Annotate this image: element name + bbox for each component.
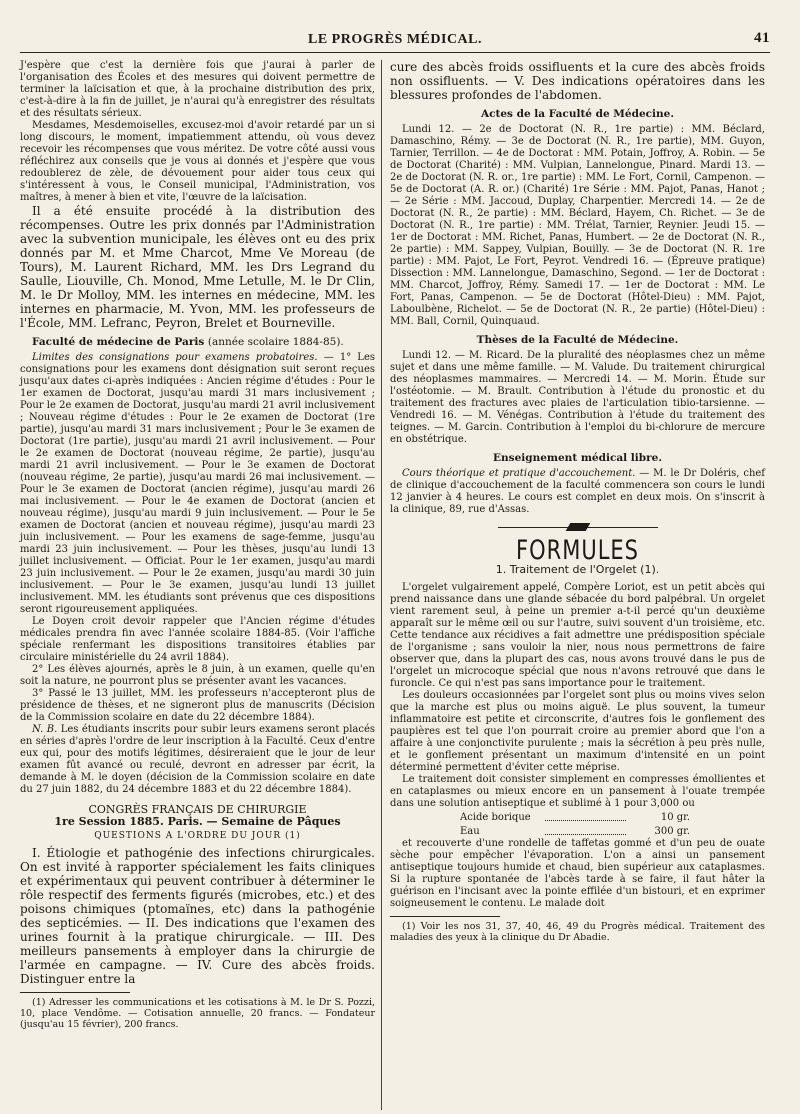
recipe-line (460, 812, 690, 824)
footnote: (1) Voir les nos 31, 37, 40, 46, 49 du Progrès médical. Traitement des maladies des yeux à la clinique du Dr Abadie. (390, 921, 765, 943)
running-header (20, 30, 770, 53)
recipe-leader (545, 812, 626, 821)
theses-heading: Thèses de la Faculté de Médecine. (476, 334, 679, 346)
footnote-rule (20, 992, 130, 993)
faculte-year: (année scolaire 1884-85). (207, 336, 344, 348)
enseignement-text: — M. le Dr Doléris, chef de clinique d'accouchement de la faculté commencera son cours le lundi 12 janvier à 4 heures. Le cours est complet en deux mois. On s'inscrit à la clinique, 89, rue d'Assas. (390, 468, 765, 515)
footnote-rule (390, 916, 500, 917)
paragraph: cure des abcès froids ossifluents et la cure des abcès froids non ossifluents. — V. Des indications opératoires dans les blessures profondes de l'abdomen. (390, 60, 765, 102)
formules-subtitle: 1. Traitement de l'Orgelet (1). (495, 563, 660, 576)
paragraph: Le traitement doit consister simplement en compresses émollientes et en cataplasmes ou mieux encore en un pansement à l'ouate trempée dans une solution antiseptique et sublimé à 1 pour 3,000 ou (390, 774, 765, 809)
paragraph: et recouverte d'une rondelle de taffetas gommé et d'un peu de ouate sèche pour empêcher l'évaporation. L'on a ainsi un pansement antiseptique toujours humide et chaud, bien supérieur aux cataplasmes. Si la rupture spontanée de l'abcès tarde à se faire, il faut hâter la guérison en l'incisant avec la pointe effilée d'un bistouri, et en exprimer soigneusement le contenu. Le malade doit (390, 838, 765, 909)
formules-title: FORMULES (516, 535, 639, 565)
recipe-name: Acide borique (460, 812, 531, 823)
enseignement-heading: Enseignement médical libre. (493, 452, 662, 464)
paragraph: 3° Passé le 13 juillet, MM. les professeurs n'accepteront plus de présidence de thèses, et ne signeront plus de manuscrits (Décision de la Commission scolaire en date du 22 décembre 1884). (20, 688, 375, 723)
recipe-leader (545, 826, 626, 835)
ornament-divider (498, 522, 658, 532)
paragraph: Le Doyen croit devoir rappeler que l'Ancien régime d'études médicales prendra fin avec l'année scolaire 1884-85. (Voir l'affiche spéciale renfermant les dispositions transitoires établies par circulaire ministérielle du 24 avril 1884). (20, 616, 375, 663)
journal-title: LE PROGRÈS MÉDICAL. (307, 32, 483, 47)
faculte-heading: Faculté de médecine de Paris (32, 336, 205, 348)
enseignement-label: Cours théorique et pratique d'accouchement. (402, 468, 636, 479)
paragraph: — 1° Les consignations pour les examens dont désignation suit seront reçues jusqu'aux dates ci-après indiquées : Ancien régime d'études : Pour le 1er examen de Doctorat, jusqu'au mardi 31 mars inclusivement ; Pour le 2e examen de Doctorat, jusqu'au mardi 21 avril inclusivement ; Nouveau régime d'études : Pour le 2e examen de Doctorat (1re partie), jusqu'au mardi 31 mars inclusivement ; Pour le 3e examen de Doctorat (1re partie), jusqu'au mardi 21 avril inclusivement. — Pour le 2e examen de Doctorat (nouveau régime, 2e partie), jusqu'au mardi 21 avril inclusivement. — Pour le 3e examen de Doctorat (nouveau régime, 2e partie), jusqu'au mardi 26 mai inclusivement. — Pour le 3e examen de Doctorat (ancien régime), jusqu'au mardi 26 mai inclusivement. — Pour le 4e examen de Doctorat (ancien et nouveau régime), jusqu'au mardi 9 juin inclusivement. — Pour le 5e examen de Doctorat (ancien et nouveau régime), jusqu'au mardi 23 juin inclusivement. — Pour les examens de sage-femme, jusqu'au mardi 23 juin inclusivement. — Pour les thèses, jusqu'au lundi 13 juillet inclusivement. — Officiat. Pour le 1er examen, jusqu'au mardi 23 juin inclusivement. — Pour le 2e examen, jusqu'au mardi 30 juin inclusivement. — Pour le 3e examen, jusqu'au lundi 13 juillet inclusivement. MM. les étudiants sont prévenus que ces dispositions seront rigoureusement appliquées. (20, 352, 376, 615)
paragraph: 2° Les élèves ajournés, après le 8 juin, à un examen, quelle qu'en soit la nature, ne pourront plus se présenter avant les vacances. (20, 664, 375, 687)
recipe-qty: 10 gr. (660, 812, 690, 823)
paragraph: Les douleurs occasionnées par l'orgelet sont plus ou moins vives selon que la marche est plus ou moins aiguë. Le plus souvent, la tumeur inflammatoire est petite et circonscrite, d'autres fois le gonflement des paupières est tel que l'on pourrait croire au premier abord que l'on a affaire à une conjonctivite purulente ; mais la sécrétion à peu près nulle, et le gonflement présentant un maximum d'intensité en un point déterminé permettent d'éviter cette méprise. (390, 690, 765, 773)
column-divider (381, 60, 382, 1110)
footnote: (1) Adresser les communications et les cotisations à M. le Dr S. Pozzi, 10, place Vendôme. — Cotisation annuelle, 20 francs. — Fondateur (jusqu'au 15 février), 200 francs. (20, 997, 375, 1030)
left-column (20, 60, 375, 1030)
recipe-qty: 300 gr. (654, 826, 690, 837)
paragraph: J'espère que c'est la dernière fois que j'aurai à parler de l'organisation des Écoles et des mesures qui doivent permettre de terminer la laïcisation et que, à la prochaine distribution des prix, c'est-à-dire à la fin de juillet, je n'aurai qu'à enregistrer des résultats et des résultats sérieux. (20, 60, 375, 119)
theses-text: Lundi 12. — M. Ricard. De la pluralité des néoplasmes chez un même sujet et dans une même famille. — M. Valude. Du traitement chirurgical des néoplasmes mammaires. — Mercredi 14. — M. Morin. Étude sur l'ostéotomie. — M. Brault. Contribution à l'étude du pronostic et du traitement des fractures avec plaies de l'articulation tibio-tarsienne. — Vendredi 16. — M. Vénégas. Contribution à l'étude du traitement des teignes. — M. Garcin. Contribution à l'emploi du bi-chlorure de mercure en obstétrique. (390, 350, 765, 445)
paragraph: Les étudiants inscrits pour subir leurs examens seront placés en séries d'après l'ordre de leur inscription à la Faculté. Ceux d'entre eux qui, pour des motifs légitimes, désireraient que le jour de leur examen fût avancé ou reculé, devront en adresser par écrit, la demande à M. le doyen (décision de la Commission scolaire en date du 27 juin 1882, du 24 décembre 1883 et du 22 décembre 1884). (20, 724, 376, 795)
section-heading (20, 336, 375, 348)
right-column (390, 60, 765, 943)
ornament-diamond (565, 523, 590, 531)
nb-label: N. B. (32, 724, 58, 735)
paragraph: L'orgelet vulgairement appelé, Compère Loriot, est un petit abcès qui prend naissance dans une glande sébacée du bord palpébral. Un orgelet vient rarement seul, à peine un premier a-t-il percé qu'un deuxième apparaît sur le même œil ou sur l'autre, suivi souvent d'un troisième, etc. Cette tendance aux récidives a fait admettre une prédisposition spéciale de l'organisme ; sans vouloir la nier, nous nous permettrons de faire observer que, dans la plupart des cas, nous avons trouvé dans le pus de l'orgelet un microcoque spécial que nous n'avons retrouvé que dans le furoncle. Ce qui n'est pas sans importance pour le traitement. (390, 582, 765, 689)
congres-title: CONGRÈS FRANÇAIS DE CHIRURGIE (88, 803, 307, 816)
paragraph: I. Étiologie et pathogénie des infections chirurgicales. On est invité à rapporter spécialement les faits cliniques et expérimentaux qui peuvent contribuer à déterminer le rôle respectif des ferments figurés (microbes, etc.) et des poisons chimiques (ptomaïnes, etc) dans la pathogénie des septicémies. — II. Des indications que l'examen des urines fournit à la pratique chirurgicale. — III. Des meilleurs pansements à employer dans la chirurgie de l'armée en campagne. — IV. Cure des abcès froids. Distinguer entre la (20, 846, 375, 986)
page-number: 41 (754, 30, 770, 46)
actes-heading: Actes de la Faculté de Médecine. (480, 108, 674, 120)
session-line: 1re Session 1885. Paris. — Semaine de Pâques (54, 815, 341, 828)
recipe-name: Eau (460, 826, 480, 837)
recipe-line (460, 826, 690, 838)
paragraph: Mesdames, Mesdemoiselles, excusez-moi d'avoir retardé par un si long discours, le moment, impatiemment attendu, où vous devez recevoir les récompenses que vous méritez. De votre côté aussi vous réfléchirez aux conseils que je vous ai donnés et j'espère que vous redoublerez de zèle, de dévouement pour aider tous ceux qui s'intéressent à vous, le Conseil municipal, l'Administration, vos maîtres, à mener à bien et vite, l'œuvre de la laïcisation. (20, 120, 375, 203)
paragraph: Il a été ensuite procédé à la distribution des récompenses. Outre les prix donnés par l'Administration avec la subvention municipale, les élèves ont eu des prix donnés par M. et Mme Charcot, Mme Ve Moreau (de Tours), M. Laurent Richard, MM. les Drs Legrand du Saulle, Liouville, Ch. Monod, Mme Letulle, M. le Dr Clin, M. le Dr Molloy, MM. les internes en médecine, MM. les internes en pharmacie, M. Yvon, MM. les professeurs de l'École, MM. Lefranc, Peyron, Brelet et Bourneville. (20, 204, 375, 330)
limites-label: Limites des consignations pour examens probatoires. (32, 352, 318, 363)
actes-text: Lundi 12. — 2e de Doctorat (N. R., 1re partie) : MM. Béclard, Damaschino, Rémy. — 3e de Doctorat (N. R., 1re partie), MM. Guyon, Tarnier, Terrillon. — 4e de Doctorat : MM. Potain, Joffroy, A. Robin. — 5e de Doctorat (Charité) : MM. Vulpian, Lannelongue, Pinard. Mardi 13. — 2e de Doctorat (N. R. or., 1re partie) : MM. Le Fort, Cornil, Campenon. — 5e de Doctorat (A. R. or.) (Charité) 1re Série : MM. Pajot, Panas, Hanot ; — 2e Série : MM. Jaccoud, Duplay, Charpentier. Mercredi 14. — 2e de Doctorat (N. R., 2e partie) : MM. Béclard, Hayem, Ch. Richet. — 3e de Doctorat (N. R., 1re partie) : MM. Trélat, Tarnier, Reynier. Jeudi 15. — 1er de Doctorat : MM. Richet, Panas, Humbert. — 2e de Doctorat (N. R., 2e partie) : MM. Sappey, Vulpian, Bouilly. — 3e de Doctorat (N. R. 1re partie) : MM. Pajot, Le Fort, Peyrot. Vendredi 16. — (Épreuve pratique) Dissection : MM. Lannelongue, Damaschino, Segond. — 1er de Doctorat : MM. Charcot, Joffroy, Rémy. Samedi 17. — 1er de Doctorat : MM. Le Fort, Panas, Campenon. — 5e de Doctorat (Hôtel-Dieu) : MM. Pajot, Laboulbène, Richelot. — 5e de Doctorat (N. R., 2e partie) (Hôtel-Dieu) : MM. Ball, Cornil, Quinquaud. (390, 124, 765, 327)
questions-line: QUESTIONS A L'ORDRE DU JOUR (1) (94, 831, 301, 841)
